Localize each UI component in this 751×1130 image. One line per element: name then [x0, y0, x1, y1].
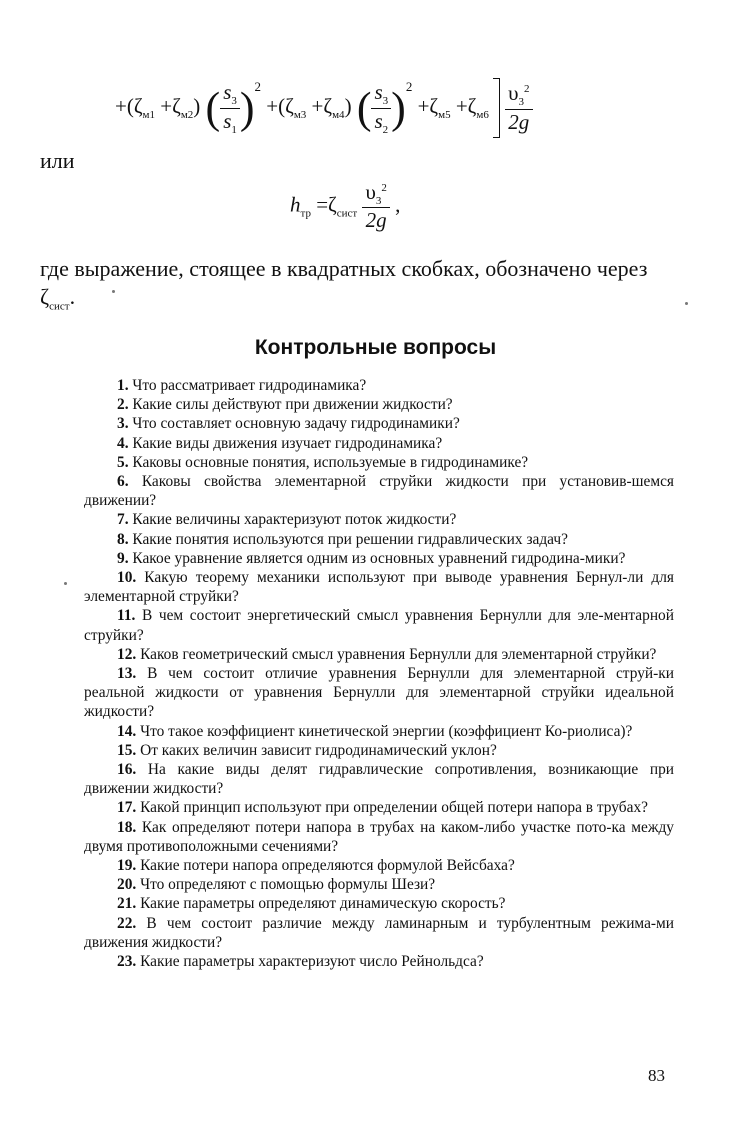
- question-text: Какие силы действуют при движении жидкости?: [128, 396, 453, 414]
- question-item: [84, 472, 674, 510]
- velocity-head-fraction: $\frac{\upsilon_3^2}{2g}$: [505, 81, 532, 134]
- question-item: [84, 510, 674, 529]
- question-number: 17.: [117, 799, 137, 817]
- formula-plus: +ζ: [306, 93, 333, 118]
- page-number: 83: [648, 1066, 665, 1085]
- formula-close-paren: ): [344, 93, 352, 118]
- scan-speck: [112, 290, 115, 293]
- formula-close-paren: ): [193, 93, 201, 118]
- h-subscript: тр: [300, 207, 311, 220]
- question-text: В чем состоит различие между ламинарным и турбулентным режима-ми движения жидкости?: [84, 914, 674, 951]
- question-text: Какие понятия используются при решении гидравлических задач?: [128, 530, 568, 548]
- question-text: От каких величин зависит гидродинамический уклон?: [136, 741, 497, 759]
- question-text: Какие потери напора определяются формулой Вейсбаха?: [136, 857, 515, 875]
- question-item: [84, 414, 674, 433]
- scan-speck: [685, 302, 688, 305]
- question-text: Что составляет основную задачу гидродинамики?: [128, 415, 460, 433]
- question-item: [84, 664, 674, 722]
- question-text: В чем состоит отличие уравнения Бернулли для элементарной струй-ки реальной жидкости от уравнения Бернулли для элементарной струйки идеальной жидкости?: [84, 665, 674, 721]
- scan-speck: [64, 582, 67, 585]
- subscript-m6: м6: [476, 109, 489, 121]
- question-text: Какую теорему механики используют при выводе уравнения Бернул-ли для элементарной струйки?: [84, 569, 674, 606]
- question-text: Каковы основные понятия, используемые в гидродинамике?: [128, 453, 529, 471]
- question-text: Какой принцип используют при определении общей потери напора в трубах?: [136, 799, 648, 817]
- question-number: 22.: [117, 914, 137, 932]
- question-item: [84, 914, 674, 952]
- subscript-m5: м5: [438, 109, 451, 121]
- square-exponent: 2: [254, 78, 262, 94]
- formula-h-tr: [290, 180, 460, 240]
- right-square-bracket: [493, 78, 500, 138]
- question-item: [84, 606, 674, 644]
- question-number: 15.: [117, 741, 137, 759]
- question-text: На какие виды делят гидравлические сопротивления, возникающие при движении жидкости?: [84, 761, 674, 798]
- right-paren: ): [391, 83, 406, 133]
- question-text: Что такое коэффициент кинетической энергии (коэффициент Ко-риолиса)?: [136, 722, 633, 740]
- subscript-m4: м4: [332, 109, 345, 121]
- question-number: 16.: [117, 761, 137, 779]
- question-number: 20.: [117, 876, 137, 894]
- formula-plus: +ζ: [155, 93, 181, 118]
- question-item: [84, 395, 674, 414]
- question-item: [84, 875, 674, 894]
- question-item: [84, 530, 674, 549]
- or-word: или: [40, 148, 75, 173]
- h-symbol: h: [290, 192, 301, 217]
- question-number: 7.: [117, 511, 129, 529]
- question-item: [84, 856, 674, 875]
- question-number: 6.: [117, 473, 129, 491]
- question-text: Что определяют с помощью формулы Шези?: [136, 876, 436, 894]
- formula-prefix: +(ζ: [115, 93, 143, 118]
- right-paren: ): [239, 83, 255, 133]
- question-item: [84, 549, 674, 568]
- zeta-system-symbol: $\zeta_{сист}$.: [40, 284, 76, 313]
- question-item: [84, 760, 674, 798]
- question-item: [84, 952, 674, 971]
- velocity-head-fraction: $\frac{\upsilon_3^2}{2g}$: [362, 180, 389, 233]
- question-number: 10.: [117, 569, 137, 587]
- question-number: 14.: [117, 722, 137, 740]
- paragraph-where: где выражение, стоящее в квадратных скобках, обозначено через: [40, 256, 648, 281]
- questions-list: [84, 376, 674, 971]
- question-number: 5.: [117, 453, 129, 471]
- question-item: [84, 376, 674, 395]
- question-number: 13.: [117, 665, 137, 683]
- question-number: 1.: [117, 377, 129, 394]
- question-number: 8.: [117, 530, 129, 548]
- question-number: 11.: [117, 607, 136, 625]
- question-item: [84, 818, 674, 856]
- question-text: Каков геометрический смысл уравнения Бернулли для элементарной струйки?: [136, 645, 657, 663]
- question-number: 18.: [117, 818, 137, 836]
- question-text: Какие параметры характеризуют число Рейнольдса?: [136, 953, 484, 971]
- question-number: 3.: [117, 415, 129, 433]
- question-text: Какие виды движения изучает гидродинамика?: [128, 434, 443, 452]
- square-exponent: 2: [405, 78, 413, 94]
- formula-plus: +ζ: [450, 93, 477, 118]
- question-item: [84, 894, 674, 913]
- question-item: [84, 568, 674, 606]
- question-number: 23.: [117, 953, 137, 971]
- subscript-m1: м1: [142, 109, 156, 121]
- equals-zeta: =ζ: [310, 192, 337, 217]
- question-number: 2.: [117, 396, 129, 414]
- formula-mid: +(ζ: [266, 93, 294, 118]
- question-item: [84, 434, 674, 453]
- question-number: 21.: [117, 895, 137, 913]
- question-item: [84, 645, 674, 664]
- question-text: В чем состоит энергетический смысл уравнения Бернулли для эле-ментарной струйки?: [84, 607, 674, 644]
- formula-tail: +ζ: [417, 93, 439, 118]
- question-text: Как определяют потери напора в трубах на каком-либо участке пото-ка между двумя противоположными сечениями?: [84, 818, 674, 855]
- question-number: 12.: [117, 645, 137, 663]
- question-text: Какие величины характеризуют поток жидкости?: [128, 511, 457, 529]
- question-text: Какое уравнение является одним из основных уравнений гидродина-мики?: [128, 549, 626, 567]
- question-text: Какие параметры определяют динамическую скорость?: [136, 895, 506, 913]
- question-item: [84, 798, 674, 817]
- formula-line: [115, 78, 533, 138]
- comma: ,: [389, 192, 401, 217]
- question-number: 19.: [117, 857, 137, 875]
- section-heading: Контрольные вопросы: [254, 336, 497, 359]
- ratio-s3-s1: $\frac{s_3}{s_1}$: [220, 80, 240, 135]
- question-number: 9.: [117, 549, 129, 567]
- question-text: Каковы свойства элементарной струйки жидкости при установив-шемся движении?: [84, 473, 674, 510]
- subscript-m3: м3: [293, 109, 307, 121]
- left-paren: (: [356, 83, 372, 133]
- question-item: [84, 722, 674, 741]
- zeta-subscript: сист: [336, 207, 358, 220]
- subscript-m2: м2: [180, 109, 194, 121]
- question-item: [84, 453, 674, 472]
- formula-head-loss-sum: [115, 52, 635, 136]
- question-text: Что рассматривает гидродинамика?: [128, 377, 367, 394]
- question-item: [84, 741, 674, 760]
- ratio-s3-s2: $\frac{s_3}{s_2}$: [371, 80, 391, 135]
- question-number: 4.: [117, 434, 129, 452]
- left-paren: (: [205, 83, 221, 133]
